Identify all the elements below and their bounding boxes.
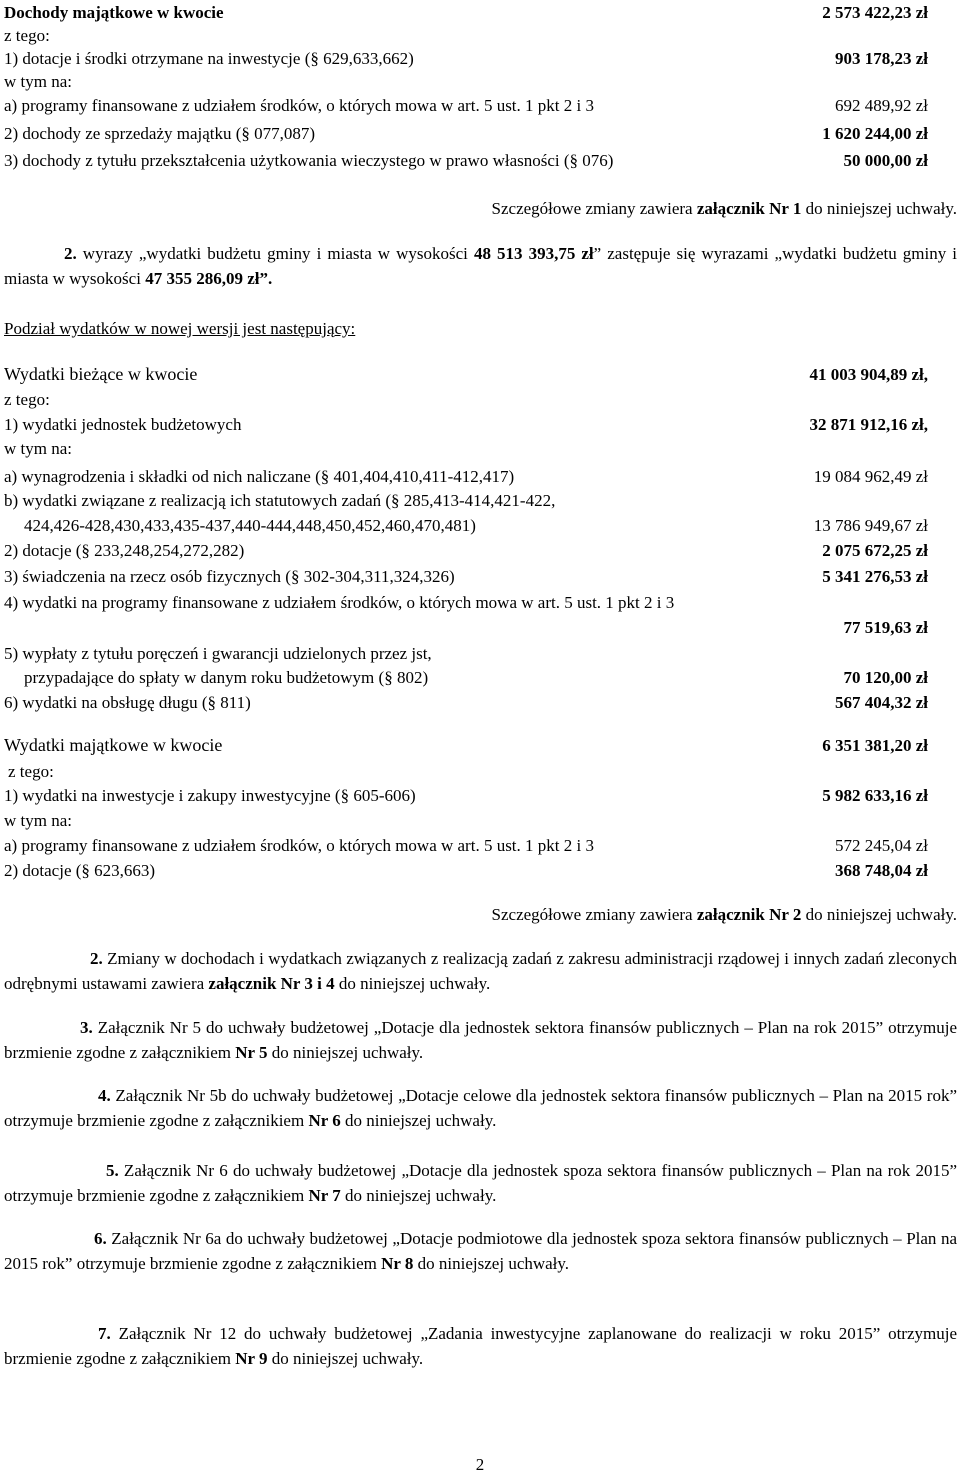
capital-item2-row bbox=[4, 860, 928, 886]
current-item4-value-row bbox=[4, 617, 928, 643]
current-item2-row bbox=[4, 540, 928, 566]
current-title: Wydatki bieżące w kwocie bbox=[4, 364, 198, 384]
current-item1-value: 32 871 912,16 zł, bbox=[809, 415, 928, 434]
current-item4-row bbox=[4, 592, 928, 618]
paragraph-5-text: Załącznik Nr 6 do uchwały budżetowej „Dotacje dla jednostek spoza sektora finansów publicznych – Plan na rok 2015” otrzymuje brzmienie zgodne z załącznikiem bbox=[4, 1161, 957, 1205]
new-expenses-value: 47 355 286,09 zł bbox=[145, 269, 260, 288]
expenses-amount-change bbox=[4, 241, 957, 291]
attachment-6-ref: Nr 6 bbox=[308, 1111, 341, 1130]
attachment-3-4-ref: załącznik Nr 3 i 4 bbox=[208, 974, 335, 993]
capital-z-tego-row bbox=[4, 761, 928, 787]
current-item-a-value: 19 084 962,49 zł bbox=[813, 467, 928, 486]
income-item3-label: 3) dochody z tytułu przekształcenia użytkowania wieczystego w prawo własności (§ 076) bbox=[4, 151, 614, 170]
change-text-2: ” zastępuje się wyrazami „wydatki budżetu gminy i miasta w wysokości bbox=[4, 244, 957, 288]
capital-item2-label: 2) dotacje (§ 623,663) bbox=[4, 861, 156, 880]
current-item-b-value: 13 786 949,67 zł bbox=[813, 516, 928, 535]
change-number: 2. bbox=[64, 244, 77, 263]
income-note-text: Szczegółowe zmiany zawiera bbox=[491, 199, 697, 218]
current-item3-label: 3) świadczenia na rzecz osób fizycznych (§ 302-304,311,324,326) bbox=[4, 567, 455, 586]
current-item-b-label-cont: 424,426-428,430,433,435-437,440-444,448,450,452,460,470,481) bbox=[24, 516, 476, 535]
capital-item1-value: 5 982 633,16 zł bbox=[822, 786, 928, 805]
current-item4-value: 77 519,63 zł bbox=[843, 618, 928, 637]
current-item4-label: 4) wydatki na programy finansowane z udziałem środków, o których mowa w art. 5 ust. 1 pkt 2 i 3 bbox=[4, 593, 675, 612]
paragraph-7-suffix: do niniejszej uchwały. bbox=[267, 1349, 424, 1368]
current-total-value: 41 003 904,89 zł, bbox=[809, 365, 928, 384]
capital-item2-value: 368 748,04 zł bbox=[834, 861, 928, 880]
capital-total-row bbox=[4, 735, 928, 761]
income-note-suffix: do niniejszej uchwały. bbox=[801, 199, 957, 218]
paragraph-7 bbox=[4, 1321, 957, 1371]
paragraph-7-text: Załącznik Nr 12 do uchwały budżetowej „Zadania inwestycyjne zaplanowane do realizacji w roku 2015” otrzymuje brzmienie zgodne z załącznikiem bbox=[4, 1324, 957, 1368]
income-item2-row bbox=[4, 123, 928, 149]
capital-item1-row bbox=[4, 785, 928, 811]
attachment-5-ref: Nr 5 bbox=[235, 1043, 268, 1062]
current-item2-label: 2) dotacje (§ 233,248,254,272,282) bbox=[4, 541, 245, 560]
current-w-tym: w tym na: bbox=[4, 439, 72, 458]
paragraph-5 bbox=[4, 1158, 957, 1208]
page-number: 2 bbox=[475, 1455, 485, 1474]
attachment-2-ref: załącznik Nr 2 bbox=[696, 905, 802, 924]
current-item1-label: 1) wydatki jednostek budżetowych bbox=[4, 415, 242, 434]
paragraph-6-suffix: do niniejszej uchwały. bbox=[413, 1254, 570, 1273]
income-w-tym: w tym na: bbox=[4, 72, 72, 91]
paragraph-2-number: 2. bbox=[90, 949, 103, 968]
current-item1-row bbox=[4, 414, 928, 440]
current-item5-label-cont: przypadające do spłaty w danym roku budżetowym (§ 802) bbox=[24, 668, 429, 687]
expenses-split-heading: Podział wydatków w nowej wersji jest następujący: bbox=[4, 319, 356, 338]
paragraph-6 bbox=[4, 1226, 957, 1276]
change-text-1: wyrazy „wydatki budżetu gminy i miasta w wysokości bbox=[76, 244, 474, 263]
income-item-a-value: 692 489,92 zł bbox=[834, 96, 928, 115]
change-text-3: ”. bbox=[259, 269, 273, 288]
income-item2-label: 2) dochody ze sprzedaży majątku (§ 077,087) bbox=[4, 124, 316, 143]
income-item1-value: 903 178,23 zł bbox=[834, 49, 928, 68]
current-item6-value: 567 404,32 zł bbox=[834, 693, 928, 712]
paragraph-3-suffix: do niniejszej uchwały. bbox=[267, 1043, 424, 1062]
current-item-a-row bbox=[4, 466, 928, 492]
capital-note-suffix: do niniejszej uchwały. bbox=[801, 905, 957, 924]
income-item-a-row bbox=[4, 95, 928, 121]
capital-item-a-label: a) programy finansowane z udziałem środków, o których mowa w art. 5 ust. 1 pkt 2 i 3 bbox=[4, 836, 594, 855]
current-item-a-label: a) wynagrodzenia i składki od nich naliczane (§ 401,404,410,411-412,417) bbox=[4, 467, 515, 486]
paragraph-4-number: 4. bbox=[98, 1086, 111, 1105]
current-item5-label: 5) wypłaty z tytułu poręczeń i gwarancji udzielonych przez jst, bbox=[4, 644, 432, 663]
paragraph-2 bbox=[4, 946, 957, 996]
capital-total-value: 6 351 381,20 zł bbox=[822, 736, 928, 755]
paragraph-4-suffix: do niniejszej uchwały. bbox=[340, 1111, 497, 1130]
current-item6-label: 6) wydatki na obsługę długu (§ 811) bbox=[4, 693, 251, 712]
current-item2-value: 2 075 672,25 zł bbox=[822, 541, 928, 560]
capital-item1-label: 1) wydatki na inwestycje i zakupy inwestycyjne (§ 605-606) bbox=[4, 786, 416, 805]
current-item-b-row2 bbox=[4, 515, 928, 541]
current-item5-row1 bbox=[4, 643, 928, 669]
capital-z-tego: z tego: bbox=[8, 762, 54, 781]
capital-w-tym-row bbox=[4, 810, 928, 836]
paragraph-5-suffix: do niniejszej uchwały. bbox=[340, 1186, 497, 1205]
income-total-value: 2 573 422,23 zł bbox=[822, 3, 928, 22]
current-item5-value: 70 120,00 zł bbox=[843, 668, 928, 687]
paragraph-7-number: 7. bbox=[98, 1324, 111, 1343]
attachment-7-ref: Nr 7 bbox=[308, 1186, 341, 1205]
current-z-tego-row bbox=[4, 389, 928, 415]
income-note bbox=[4, 198, 957, 219]
current-item3-row bbox=[4, 566, 928, 592]
current-item-b-label: b) wydatki związane z realizacją ich statutowych zadań (§ 285,413-414,421-422, bbox=[4, 491, 556, 510]
paragraph-4-text: Załącznik Nr 5b do uchwały budżetowej „Dotacje celowe dla jednostek sektora finansów publicznych – Plan na 2015 rok” otrzymuje brzmienie zgodne z załącznikiem bbox=[4, 1086, 957, 1130]
capital-note bbox=[4, 904, 957, 925]
attachment-9-ref: Nr 9 bbox=[235, 1349, 268, 1368]
current-w-tym-row bbox=[4, 438, 928, 464]
income-item3-row bbox=[4, 150, 928, 176]
income-z-tego: z tego: bbox=[4, 26, 50, 45]
attachment-1-ref: załącznik Nr 1 bbox=[696, 199, 802, 218]
income-item1-label: 1) dotacje i środki otrzymane na inwestycje (§ 629,633,662) bbox=[4, 49, 414, 68]
paragraph-2-suffix: do niniejszej uchwały. bbox=[334, 974, 491, 993]
current-z-tego: z tego: bbox=[4, 390, 50, 409]
current-item-b-row1 bbox=[4, 490, 928, 516]
income-item3-value: 50 000,00 zł bbox=[843, 151, 928, 170]
old-expenses-value: 48 513 393,75 zł bbox=[473, 244, 594, 263]
capital-title: Wydatki majątkowe w kwocie bbox=[4, 735, 223, 755]
income-title: Dochody majątkowe w kwocie bbox=[4, 3, 224, 22]
capital-item-a-row bbox=[4, 835, 928, 861]
current-item3-value: 5 341 276,53 zł bbox=[822, 567, 928, 586]
capital-w-tym: w tym na: bbox=[4, 811, 72, 830]
paragraph-3 bbox=[4, 1015, 957, 1065]
paragraph-4 bbox=[4, 1083, 957, 1133]
current-item6-row bbox=[4, 692, 928, 718]
capital-item-a-value: 572 245,04 zł bbox=[834, 836, 928, 855]
paragraph-3-text: Załącznik Nr 5 do uchwały budżetowej „Dotacje dla jednostek sektora finansów publicznych – Plan na rok 2015” otrzymuje brzmienie zgodne z załącznikiem bbox=[4, 1018, 957, 1062]
capital-note-text: Szczegółowe zmiany zawiera bbox=[491, 905, 697, 924]
current-item5-row2 bbox=[4, 667, 928, 693]
income-item2-value: 1 620 244,00 zł bbox=[822, 124, 928, 143]
paragraph-6-text: Załącznik Nr 6a do uchwały budżetowej „Dotacje podmiotowe dla jednostek spoza sektora finansów publicznych – Plan na 2015 rok” otrzymuje brzmienie zgodne z załącznikiem bbox=[4, 1229, 957, 1273]
paragraph-5-number: 5. bbox=[106, 1161, 119, 1180]
income-w-tym-row bbox=[4, 71, 928, 97]
paragraph-3-number: 3. bbox=[80, 1018, 93, 1037]
attachment-8-ref: Nr 8 bbox=[381, 1254, 414, 1273]
paragraph-6-number: 6. bbox=[94, 1229, 107, 1248]
paragraph-2-text: Zmiany w dochodach i wydatkach związanych z realizacją zadań z zakresu administracji rządowej i innych zadań zleconych odrębnymi ustawami zawiera bbox=[4, 949, 957, 993]
current-total-row bbox=[4, 364, 928, 390]
income-item-a-label: a) programy finansowane z udziałem środków, o których mowa w art. 5 ust. 1 pkt 2 i 3 bbox=[4, 96, 594, 115]
